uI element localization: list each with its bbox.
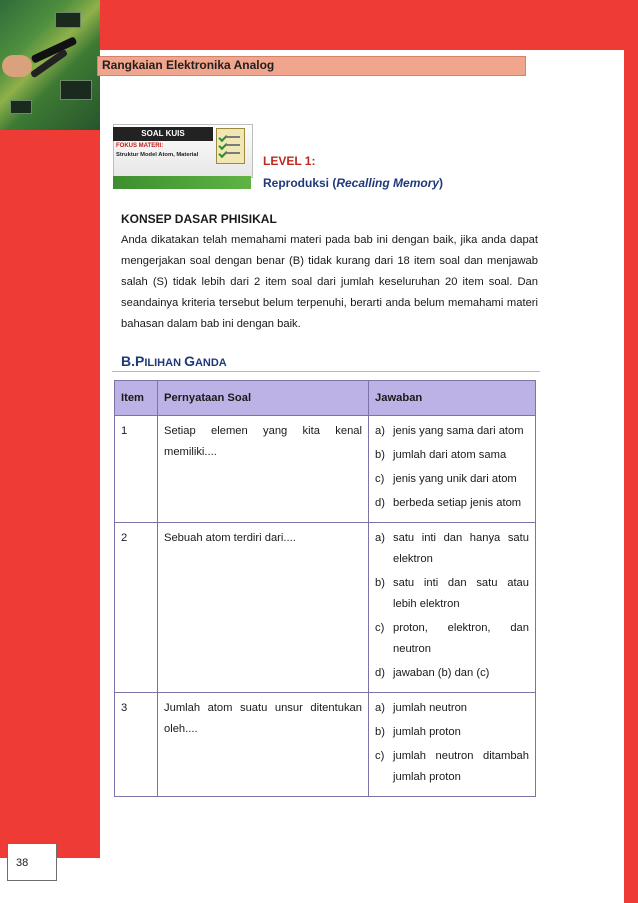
- table-header-row: [115, 381, 536, 416]
- badge-topic: Struktur Model Atom, Material: [116, 152, 199, 158]
- left-red-band: [0, 50, 100, 858]
- section-divider: [112, 371, 540, 372]
- answer-options: [369, 523, 536, 693]
- question-statement: Jumlah atom suatu unsur ditentukan oleh....: [158, 693, 369, 797]
- circuit-board-photo: [0, 0, 100, 130]
- section-heading: B.PILIHAN GANDA: [121, 353, 227, 369]
- answer-options: [369, 416, 536, 523]
- answer-option: a) jenis yang sama dari atom: [375, 425, 524, 437]
- item-number: 3: [115, 693, 158, 797]
- question-statement: Setiap elemen yang kita kenal memiliki....: [158, 416, 369, 523]
- badge-tag: SOAL KUIS: [113, 127, 213, 141]
- finger-shape: [2, 55, 32, 77]
- quiz-table: [114, 380, 536, 797]
- answer-option: b) satu inti dan satu atau lebih elektron: [375, 577, 529, 610]
- answer-option: a) satu inti dan hanya satu elektron: [375, 532, 529, 565]
- right-red-corner: [624, 858, 638, 903]
- answer-option: d) berbeda setiap jenis atom: [375, 497, 522, 509]
- konsep-title: KONSEP DASAR PHISIKAL: [121, 212, 277, 226]
- table-row: [115, 416, 536, 523]
- item-number: 1: [115, 416, 158, 523]
- clipboard-checklist-icon: [216, 128, 245, 164]
- konsep-paragraph: Anda dikatakan telah memahami materi pada bab ini dengan baik, jika anda dapat mengerjakan soal dengan benar (B) tidak kurang dari 18 item soal dan menjawab salah (S) tidak lebih dari 2 item soal dari jumlah keseluruhan 20 item soal. Dan seandainya kriteria tersebut belum terpenuhi, berarti anda belum memahami materi bahasan dalam bab ini dengan baik.: [121, 234, 538, 330]
- column-header-item: Item: [115, 381, 158, 416]
- level-label: LEVEL 1:: [263, 154, 316, 168]
- running-header-title: Rangkaian Elektronika Analog: [102, 58, 275, 72]
- answer-option: c) jenis yang unik dari atom: [375, 473, 517, 485]
- item-number: 2: [115, 523, 158, 693]
- badge-green-strip: [113, 176, 251, 189]
- badge-fokus-label: FOKUS MATERI:: [116, 143, 164, 149]
- question-statement: Sebuah atom terdiri dari....: [158, 523, 369, 693]
- answer-option: b) jumlah dari atom sama: [375, 449, 507, 461]
- column-header-answer: Jawaban: [369, 381, 536, 416]
- answer-option: d) jawaban (b) dan (c): [375, 667, 490, 679]
- chip-shape: [60, 80, 92, 100]
- column-header-statement: Pernyataan Soal: [158, 381, 369, 416]
- reproduksi-label: Reproduksi (Recalling Memory): [263, 176, 444, 190]
- page-number: 38: [7, 843, 57, 881]
- quiz-badge: [113, 124, 251, 190]
- answer-option: a) jumlah neutron: [375, 702, 468, 714]
- answer-options: [369, 693, 536, 797]
- table-row: [115, 693, 536, 797]
- right-red-band: [624, 50, 638, 858]
- answer-option: c) jumlah neutron ditambah jumlah proton: [375, 750, 529, 783]
- chip-shape: [55, 12, 81, 28]
- answer-option: c) proton, elektron, dan neutron: [375, 622, 529, 655]
- answer-option: b) jumlah proton: [375, 726, 461, 738]
- chip-shape: [10, 100, 32, 114]
- table-row: [115, 523, 536, 693]
